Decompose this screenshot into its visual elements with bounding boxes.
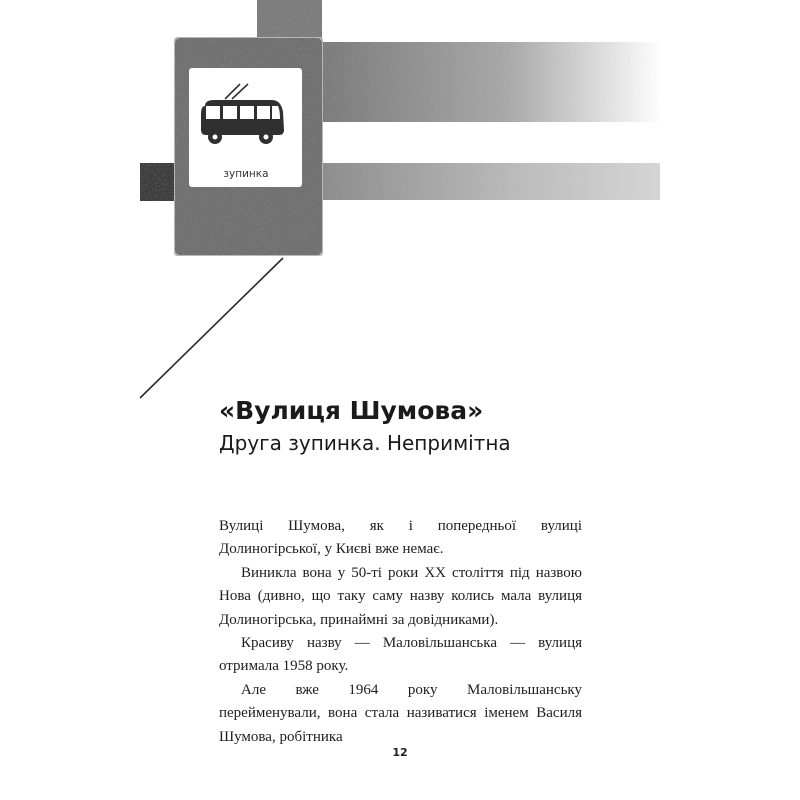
paragraph: Але вже 1964 року Маловільшанську перейменували, вона стала називатися іменем Василя Шумова, робітника [219, 681, 582, 745]
paragraph: Вулиці Шумова, як і попередньої вулиці Долиногірської, у Києві вже немає. [219, 518, 582, 558]
paragraph: Красиву назву — Маловільшанська — вулиця отримала 1958 року. [219, 635, 582, 675]
chapter-title: «Вулиця Шумова» [219, 396, 484, 425]
bar-fade-top [322, 42, 660, 122]
diagonal-line [140, 258, 283, 398]
sign-label: зупинка [223, 168, 269, 180]
bar-top [257, 0, 322, 42]
bar-fade-band [322, 163, 660, 200]
chapter-subtitle: Друга зупинка. Непримітна [219, 431, 511, 455]
body-text [219, 515, 582, 749]
paragraph: Виникла вона у 50-ті роки ХХ століття під назвою Нова (дивно, що таку саму назву колись мала вулиця Долиногірська, принаймні за довідниками). [219, 564, 582, 628]
page-number: 12 [392, 746, 408, 759]
